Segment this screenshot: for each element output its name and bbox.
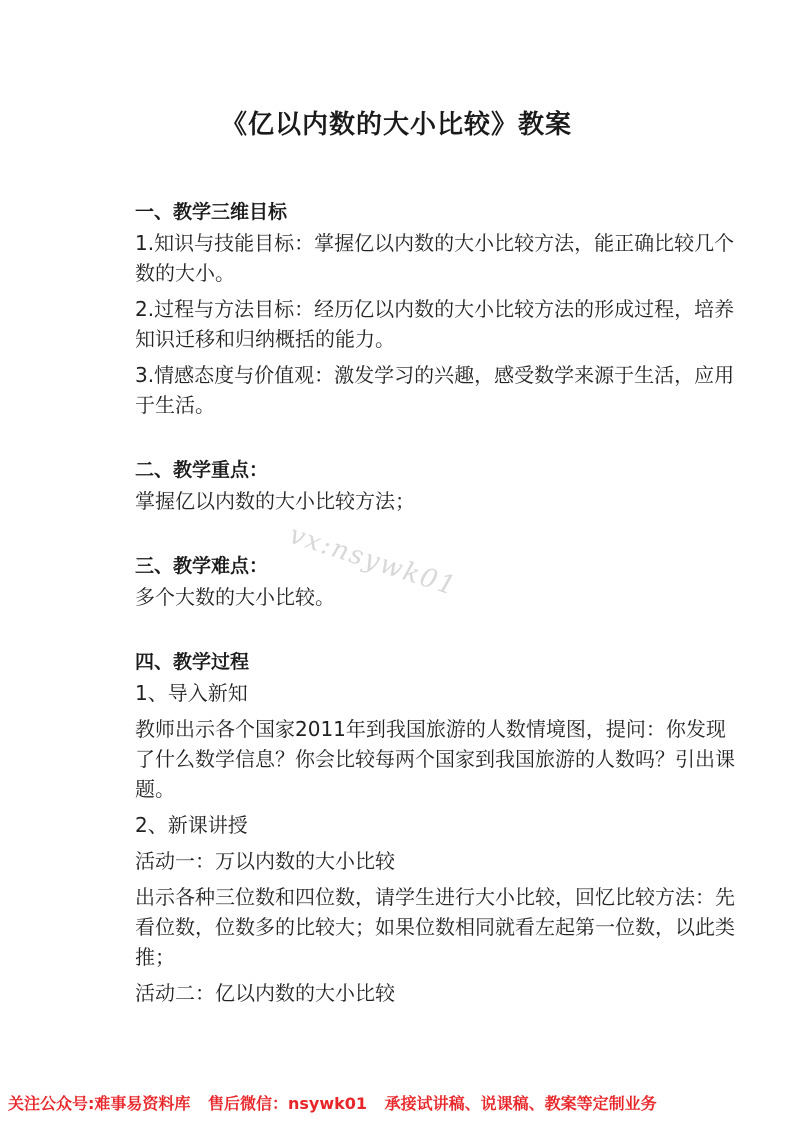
section-process: [135, 646, 735, 1008]
paragraph: 教师出示各个国家2011年到我国旅游的人数情境图，提问：你发现了什么数学信息？你会比较每两个国家到我国旅游的人数吗？引出课题。: [135, 717, 735, 801]
footer-services: 承接试讲稿、说课稿、教案等定制业务: [384, 1094, 657, 1113]
footer-account: 关注公众号:难事易资料库: [8, 1094, 191, 1113]
paragraph: 出示各种三位数和四位数，请学生进行大小比较，回忆比较方法：先看位数，位数多的比较大；如果位数相同就看左起第一位数，以此类推；: [135, 885, 735, 969]
paragraph: 多个大数的大小比较。: [135, 585, 335, 609]
section-heading: 三、教学难点：: [135, 555, 269, 577]
footer-banner: [0, 1086, 793, 1122]
section-objectives: [135, 196, 735, 420]
paragraph: 1.知识与技能目标：掌握亿以内数的大小比较方法，能正确比较几个数的大小。: [135, 231, 735, 285]
paragraph: 2.过程与方法目标：经历亿以内数的大小比较方法的形成过程，培养知识迁移和归纳概括的能力。: [135, 297, 735, 351]
section-key-points: [135, 454, 735, 516]
paragraph: 活动二：亿以内数的大小比较: [135, 981, 395, 1005]
section-heading: 四、教学过程: [135, 651, 250, 673]
paragraph: 掌握亿以内数的大小比较方法；: [135, 489, 415, 513]
document-body: [135, 196, 735, 1014]
section-heading: 一、教学三维目标: [135, 201, 288, 223]
paragraph: 活动一：万以内数的大小比较: [135, 849, 395, 873]
paragraph: 2、新课讲授: [135, 813, 248, 837]
paragraph: 1、导入新知: [135, 681, 248, 705]
document-title: 《亿以内数的大小比较》教案: [220, 110, 572, 140]
section-heading: 二、教学重点：: [135, 459, 269, 481]
paragraph: 3.情感态度与价值观：激发学习的兴趣，感受数学来源于生活，应用于生活。: [135, 363, 735, 417]
footer-wechat: 售后微信：nsywk01: [207, 1094, 368, 1113]
watermark: vx:nsywk01: [285, 520, 461, 603]
